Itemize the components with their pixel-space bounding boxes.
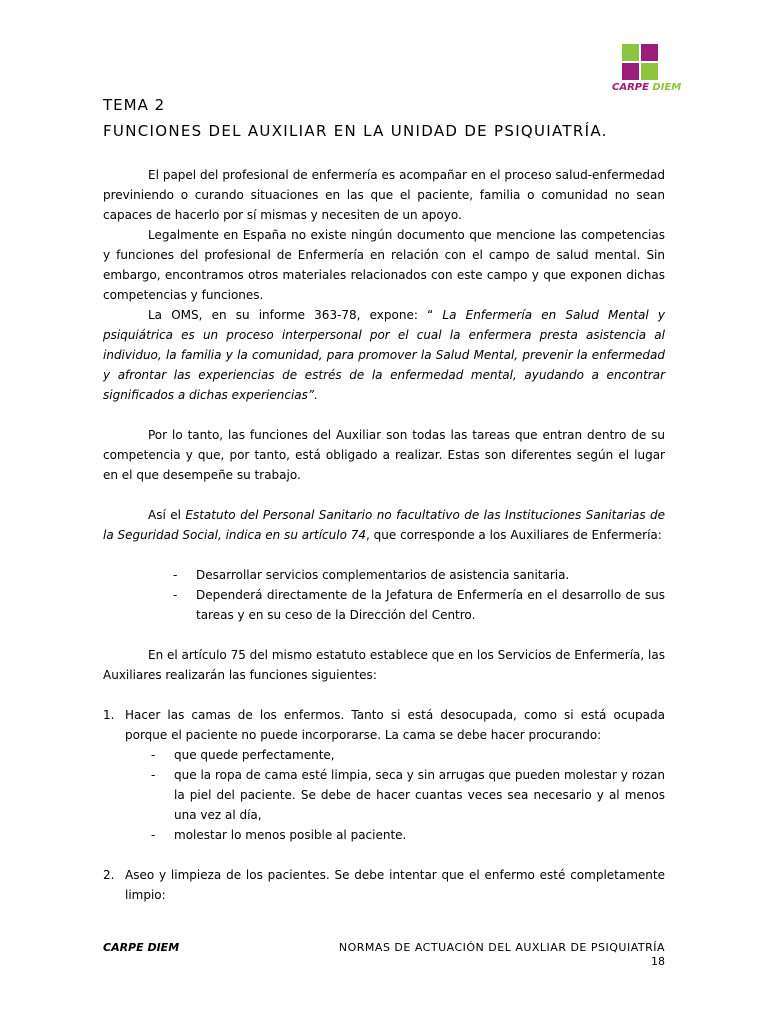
document-body [103,165,665,905]
carpe-diem-logo [612,44,682,93]
footer-brand: CARPE DIEM [103,941,180,954]
oms-quote: La Enfermería en Salud Mental y psiquiátrica es un proceso interpersonal por el cual la enfermera presta asistencia al individuo, la familia y la comunidad, para promover la Salud Mental, prevenir la enfermedad y afrontar las experiencias de estrés de la enfermedad mental, ayudando a encontrar significados a dichas experiencias”. [103,308,665,402]
list-item: - que la ropa de cama esté limpia, seca y sin arrugas que pueden molestar y rozan la piel del paciente. Se debe de hacer cuantas veces sea necesario y al menos una vez al día, [103,765,665,825]
paragraph-2: Legalmente en España no existe ningún documento que mencione las competencias y funciones del profesional de Enfermería en relación con el campo de salud mental. Sin embargo, encontramos otros materiales relacionados con este campo y que exponen dichas competencias y funciones. [103,228,665,302]
tema-heading: TEMA 2 [103,96,166,114]
numbered-item-1: 1. Hacer las camas de los enfermos. Tanto si está desocupada, como si está ocupada porque el paciente no puede incorporarse. La cama se debe hacer procurando: [103,708,665,742]
list-item: - Desarrollar servicios complementarios de asistencia sanitaria. [103,565,665,585]
page-title: FUNCIONES DEL AUXILIAR EN LA UNIDAD DE PSIQUIATRÍA. [103,122,608,140]
list-item: - Dependerá directamente de la Jefatura de Enfermería en el desarrollo de sus tareas y en su ceso de la Dirección del Centro. [103,585,665,625]
paragraph-1: El papel del profesional de enfermería es acompañar en el proceso salud-enfermedad previniendo o curando situaciones en las que el paciente, familia o comunidad no sean capaces de hacerlo por sí mismas y necesiten de un apoyo. [103,168,665,222]
paragraph-6: En el artículo 75 del mismo estatuto establece que en los Servicios de Enfermería, las Auxiliares realizarán las funciones siguientes: [103,648,665,682]
paragraph-4: Por lo tanto, las funciones del Auxiliar son todas las tareas que entran dentro de su competencia y que, por tanto, está obligado a realizar. Estas son diferentes según el lugar en el que desempeñe su trabajo. [103,428,665,482]
page-number: 18 [651,955,665,968]
list-item: - que quede perfectamente, [103,745,665,765]
footer-title: NORMAS DE ACTUACIÓN DEL AUXLIAR DE PSIQUIATRÍA [338,941,665,954]
statute-reference: Estatuto del Personal Sanitario no facultativo de las Instituciones Sanitarias de la Seguridad Social, indica en su artículo 74 [103,508,666,542]
bed-making-list [103,745,665,845]
numbered-item-2: 2. Aseo y limpieza de los pacientes. Se debe intentar que el enfermo esté completamente limpio: [103,868,665,902]
paragraph-3: La OMS, en su informe 363-78, expone: “ La Enfermería en Salud Mental y psiquiátrica es un proceso interpersonal por el cual la enfermera presta asistencia al individuo, la familia y la comunidad, para promover la Salud Mental, prevenir la enfermedad y afrontar las experiencias de estrés de la enfermedad mental, ayudando a encontrar significados a dichas experiencias”. [103,308,665,402]
duties-list [103,565,665,625]
list-item: - molestar lo menos posible al paciente. [103,825,665,845]
logo-squares-icon [622,44,658,80]
logo-text: CARPE DIEM [612,82,682,93]
paragraph-5: Así el Estatuto del Personal Sanitario no facultativo de las Instituciones Sanitarias de la Seguridad Social, indica en su artículo 74, que corresponde a los Auxiliares de Enfermería: [103,508,666,542]
